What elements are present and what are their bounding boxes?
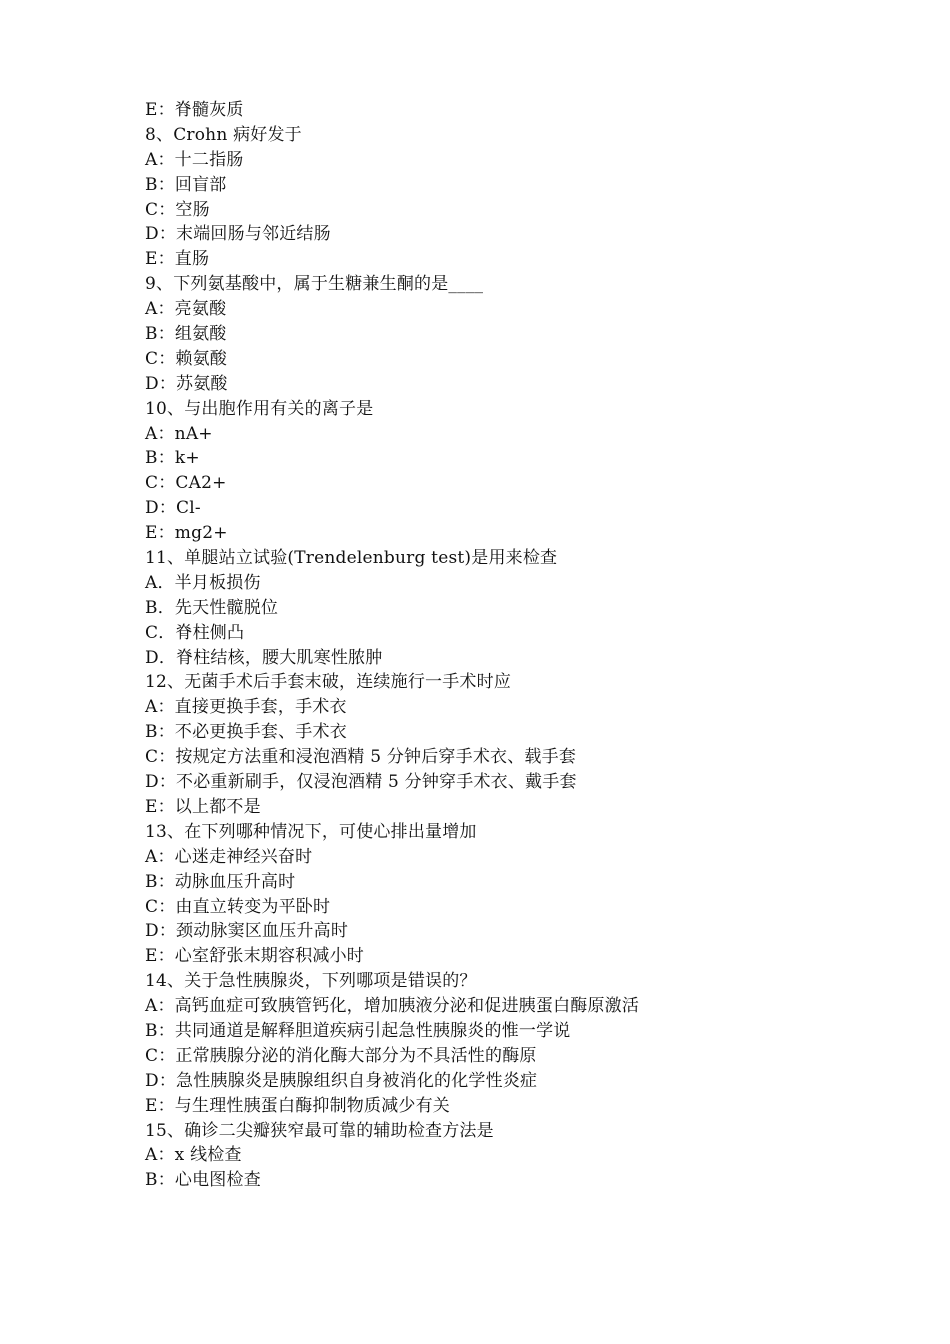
question-line: 15、确诊二尖瓣狭窄最可靠的辅助检查方法是 [145,1120,494,1141]
option-line: C：CA2+ [145,473,227,494]
option-line: C．脊柱侧凸 [145,622,245,643]
question-line: 9、下列氨基酸中，属于生糖兼生酮的是____ [145,274,484,295]
option-line: B：回盲部 [145,174,227,195]
question-line: 14、关于急性胰腺炎，下列哪项是错误的？ [145,971,477,992]
option-line: A：亮氨酸 [145,299,227,320]
option-line: B：共同通道是解释胆道疾病引起急性胰腺炎的惟一学说 [145,1020,571,1041]
option-line: E：脊髓灰质 [145,100,244,120]
option-line: A：x 线检查 [145,1145,242,1166]
option-line: E：mg2+ [145,523,228,544]
option-line: A：心迷走神经兴奋时 [145,846,313,867]
option-line: A：高钙血症可致胰管钙化，增加胰液分泌和促进胰蛋白酶原激活 [145,996,640,1017]
question-line: 12、无菌手术后手套末破，连续施行一手术时应 [145,672,512,693]
option-line: C：赖氨酸 [145,348,228,369]
option-line: C：空肠 [145,199,210,220]
option-line: D：Cl- [145,498,201,519]
option-line: B：k+ [145,448,200,469]
option-line: A：十二指肠 [145,149,244,170]
question-list [145,98,865,1193]
option-line: B．先天性髋脱位 [145,597,279,618]
option-line: B：动脉血压升高时 [145,871,296,892]
option-line: B：组氨酸 [145,324,227,345]
option-line: E：心室舒张末期容积减小时 [145,946,365,967]
option-line: A．半月板损伤 [145,572,261,593]
option-line: E：与生理性胰蛋白酶抑制物质减少有关 [145,1095,451,1116]
option-line: B：心电图检查 [145,1170,261,1191]
option-line: A：直接更换手套，手术衣 [145,697,347,718]
option-line: E：以上都不是 [145,796,261,817]
option-line: C：正常胰腺分泌的消化酶大部分为不具活性的酶原 [145,1045,537,1066]
question-line: 8、Crohn 病好发于 [145,124,302,145]
option-line: C：按规定方法重和浸泡酒精 5 分钟后穿手术衣、载手套 [145,747,577,768]
option-line: D：末端回肠与邻近结肠 [145,224,331,245]
option-line: D．脊柱结核，腰大肌寒性脓肿 [145,647,383,668]
option-line: D：颈动脉窦区血压升高时 [145,921,349,942]
option-line: C：由直立转变为平卧时 [145,896,331,917]
option-line: D：不必重新刷手，仅浸泡酒精 5 分钟穿手术衣、戴手套 [145,772,577,793]
question-line: 11、单腿站立试验(Trendelenburg test)是用来检查 [145,548,558,569]
option-line: D：急性胰腺炎是胰腺组织自身被消化的化学性炎症 [145,1070,538,1091]
question-line: 10、与出胞作用有关的离子是 [145,398,374,419]
option-line: B：不必更换手套、手术衣 [145,722,347,743]
option-line: D：苏氨酸 [145,373,228,394]
option-line: A：nA+ [145,423,213,444]
question-line: 13、在下列哪种情况下，可使心排出量增加 [145,821,477,842]
option-line: E：直肠 [145,249,210,270]
